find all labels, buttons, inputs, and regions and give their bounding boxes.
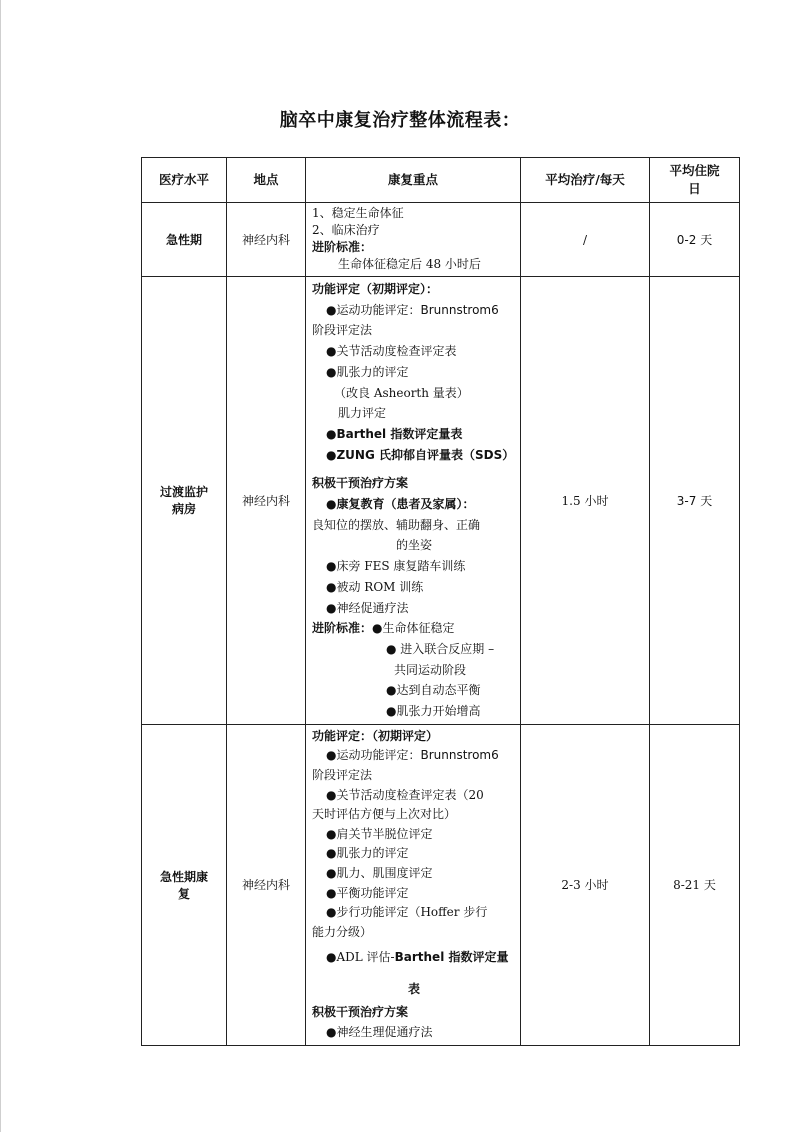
focus-line: 天时评估方便与上次对比） [312, 807, 457, 822]
focus-line: ●运动功能评定：Brunnstrom6 [326, 302, 499, 317]
focus-line: ●肌张力的评定 [326, 846, 409, 861]
level-cell: 急性期 [142, 203, 227, 277]
table-row [142, 277, 740, 725]
header-place: 地点 [227, 158, 306, 203]
focus-line: 阶段评定法 [312, 767, 373, 782]
level-line1: 过渡监护 [159, 485, 208, 500]
treatment-cell: 1.5 小时 [521, 277, 650, 725]
page-edge-line [0, 0, 1, 1132]
rehab-flow-table [141, 157, 740, 1046]
focus-line [312, 618, 516, 639]
header-avg-treatment: 平均治疗/每天 [521, 158, 650, 203]
stay-cell: 3-7 天 [650, 277, 740, 725]
focus-line: 良知位的摆放、辅助翻身、正确 [312, 517, 481, 532]
place-cell: 神经内科 [227, 724, 306, 1045]
focus-line: ●肩关节半脱位评定 [326, 826, 433, 841]
focus-line: 积极干预治疗方案 [312, 1005, 409, 1020]
focus-line: 功能评定：（初期评定） [312, 728, 439, 743]
focus-line: ●关节活动度检查评定表 [326, 344, 457, 359]
level-line2: 复 [177, 886, 190, 901]
treatment-cell: 2-3 小时 [521, 724, 650, 1045]
focus-cell [306, 724, 521, 1045]
focus-line: 阶段评定法 [312, 323, 373, 338]
focus-line: ●平衡功能评定 [326, 885, 409, 900]
focus-line: 肌力评定 [338, 406, 387, 421]
level-cell [142, 277, 227, 725]
header-avg-stay-line2: 日 [688, 181, 701, 196]
focus-line: ●Barthel 指数评定量表 [326, 426, 463, 441]
header-row [142, 158, 740, 203]
focus-line: ●被动 ROM 训练 [326, 579, 424, 594]
focus-line: 进阶标准： [312, 240, 373, 254]
focus-cell [306, 203, 521, 277]
focus-line: 表 [407, 981, 420, 996]
focus-line: 积极干预治疗方案 [312, 476, 409, 491]
focus-line: ●神经促通疗法 [326, 600, 409, 615]
advance-criteria-label: 进阶标准： [312, 621, 373, 636]
focus-line-inline: ●生命体征稳定 [372, 621, 455, 636]
level-cell [142, 724, 227, 1045]
header-avg-stay-line1: 平均住院 [669, 163, 720, 178]
stay-cell: 0-2 天 [650, 203, 740, 277]
focus-line: ●关节活动度检查评定表（20 [326, 787, 484, 802]
focus-line: （改良 Asheorth 量表） [334, 385, 469, 400]
focus-line: ●神经生理促通疗法 [326, 1025, 433, 1040]
focus-line: ●ZUNG 氏抑郁自评量表（SDS） [326, 447, 515, 462]
focus-line: 生命体征稳定后 48 小时后 [338, 257, 481, 271]
focus-line: 1、稳定生命体征 [312, 206, 404, 220]
treatment-cell: / [521, 203, 650, 277]
focus-line: ●肌张力开始增高 [386, 704, 481, 719]
focus-line: ●运动功能评定：Brunnstrom6 [326, 748, 499, 763]
focus-cell [306, 277, 521, 725]
table-row [142, 203, 740, 277]
barthel-label: Barthel 指数评定量 [394, 950, 509, 965]
header-level: 医疗水平 [142, 158, 227, 203]
focus-line: ●床旁 FES 康复踏车训练 [326, 559, 466, 574]
header-avg-stay [650, 158, 740, 203]
stay-cell: 8-21 天 [650, 724, 740, 1045]
focus-line [312, 948, 516, 968]
focus-line: 能力分级） [312, 924, 373, 939]
focus-line: ●肌力、肌围度评定 [326, 865, 433, 880]
place-cell: 神经内科 [227, 203, 306, 277]
place-cell: 神经内科 [227, 277, 306, 725]
focus-line: ●步行功能评定（Hoffer 步行 [326, 905, 488, 920]
focus-line: ●康复教育（患者及家属）： [326, 497, 475, 512]
focus-line: ●肌张力的评定 [326, 364, 409, 379]
document-title: 脑卒中康复治疗整体流程表： [279, 110, 521, 131]
adl-label: ●ADL 评估- [326, 950, 395, 965]
focus-line: ●达到自动态平衡 [386, 683, 481, 698]
focus-line: 功能评定（初期评定）： [312, 282, 439, 296]
focus-line: 共同运动阶段 [394, 662, 467, 677]
focus-line: ● 进入联合反应期 – [386, 641, 495, 656]
focus-line: 的坐姿 [395, 538, 432, 553]
focus-line: 2、临床治疗 [312, 223, 380, 237]
header-focus: 康复重点 [306, 158, 521, 203]
level-line2: 病房 [171, 502, 196, 517]
table-row [142, 724, 740, 1045]
level-line1: 急性期康 [159, 869, 208, 884]
